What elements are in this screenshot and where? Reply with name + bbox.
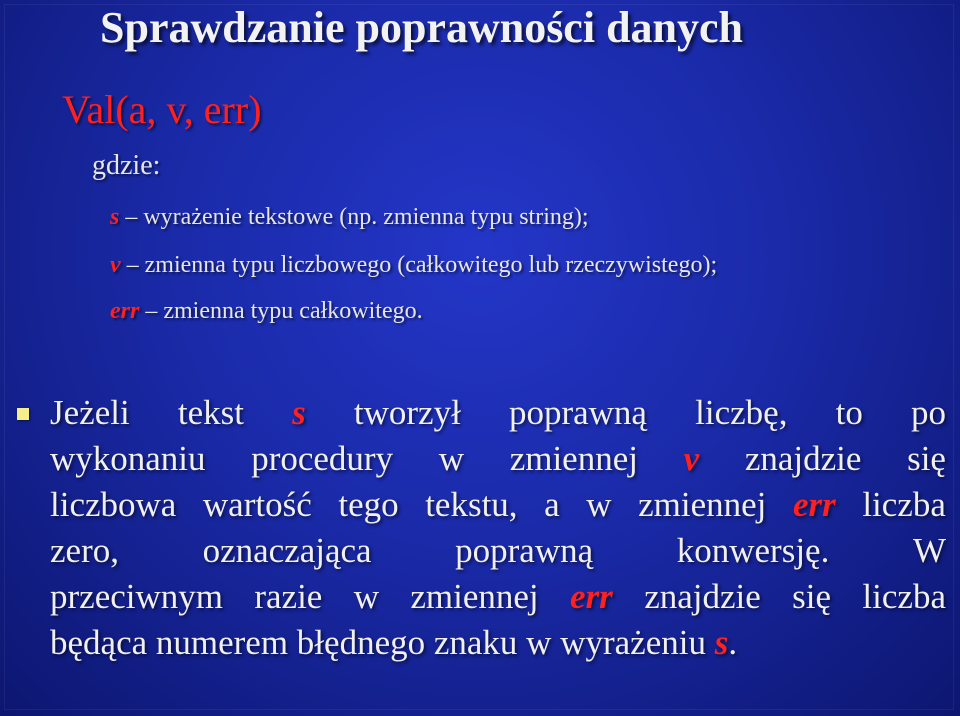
word: znajdzie bbox=[644, 577, 761, 616]
paragraph-line bbox=[50, 620, 946, 666]
paragraph-line bbox=[50, 528, 946, 574]
definition-text: – wyrażenie tekstowe (np. zmienna typu string); bbox=[119, 204, 589, 230]
word: się bbox=[907, 439, 946, 478]
word: w bbox=[353, 577, 379, 616]
word: tekstu, bbox=[425, 485, 518, 524]
definition-symbol: v bbox=[110, 252, 121, 278]
definition-text: – zmienna typu całkowitego. bbox=[139, 298, 423, 324]
paragraph-line bbox=[50, 390, 946, 436]
definition-s bbox=[110, 204, 589, 231]
symbol-v: v bbox=[683, 439, 700, 478]
definition-symbol: err bbox=[110, 298, 140, 324]
word: Jeżeli bbox=[50, 393, 130, 432]
where-label: gdzie: bbox=[92, 150, 161, 181]
word: liczbowa bbox=[50, 485, 177, 524]
word: liczba bbox=[862, 485, 946, 524]
definition-err bbox=[110, 298, 423, 325]
word: zmiennej bbox=[410, 577, 539, 616]
word: wartość bbox=[202, 485, 312, 524]
word: a bbox=[544, 485, 560, 524]
word: oznaczająca bbox=[202, 531, 372, 570]
symbol-err: err bbox=[570, 577, 613, 616]
symbol-s: s bbox=[292, 393, 306, 432]
word: zero, bbox=[50, 531, 119, 570]
word: się bbox=[792, 577, 832, 616]
word: to bbox=[835, 393, 863, 432]
word: procedury bbox=[251, 439, 394, 478]
symbol-s: s bbox=[714, 623, 729, 662]
word: razie bbox=[254, 577, 323, 616]
description-paragraph bbox=[50, 390, 946, 666]
definition-text: – zmienna typu liczbowego (całkowitego lub rzeczywistego); bbox=[120, 252, 718, 278]
paragraph-line bbox=[50, 436, 946, 482]
word: konwersję. bbox=[676, 531, 830, 570]
word: poprawną bbox=[455, 531, 594, 570]
word: liczba bbox=[862, 577, 946, 616]
definition-symbol: s bbox=[110, 204, 120, 230]
word: tego bbox=[338, 485, 399, 524]
word: wykonaniu bbox=[50, 439, 206, 478]
word: po bbox=[911, 393, 946, 432]
function-signature: Val(a, v, err) bbox=[62, 87, 262, 132]
word: tworzył bbox=[353, 393, 461, 432]
word: liczbę, bbox=[695, 393, 788, 432]
word: w bbox=[586, 485, 612, 524]
word: znajdzie bbox=[744, 439, 862, 478]
symbol-err: err bbox=[792, 485, 836, 524]
word: przeciwnym bbox=[50, 577, 223, 616]
word: w bbox=[438, 439, 465, 478]
word: zmiennej bbox=[638, 485, 767, 524]
paragraph-final-period: . bbox=[728, 623, 738, 662]
paragraph-final-text: będąca numerem błędnego znaku w wyrażeniu bbox=[50, 623, 715, 662]
word: W bbox=[912, 531, 946, 570]
word: tekst bbox=[177, 393, 244, 432]
definition-v bbox=[110, 252, 717, 279]
slide-title: Sprawdzanie poprawności danych bbox=[100, 3, 744, 52]
paragraph-line bbox=[50, 482, 946, 528]
bullet-square-icon bbox=[17, 408, 29, 420]
word: zmiennej bbox=[509, 439, 638, 478]
paragraph-line bbox=[50, 574, 946, 620]
word: poprawną bbox=[508, 393, 647, 432]
